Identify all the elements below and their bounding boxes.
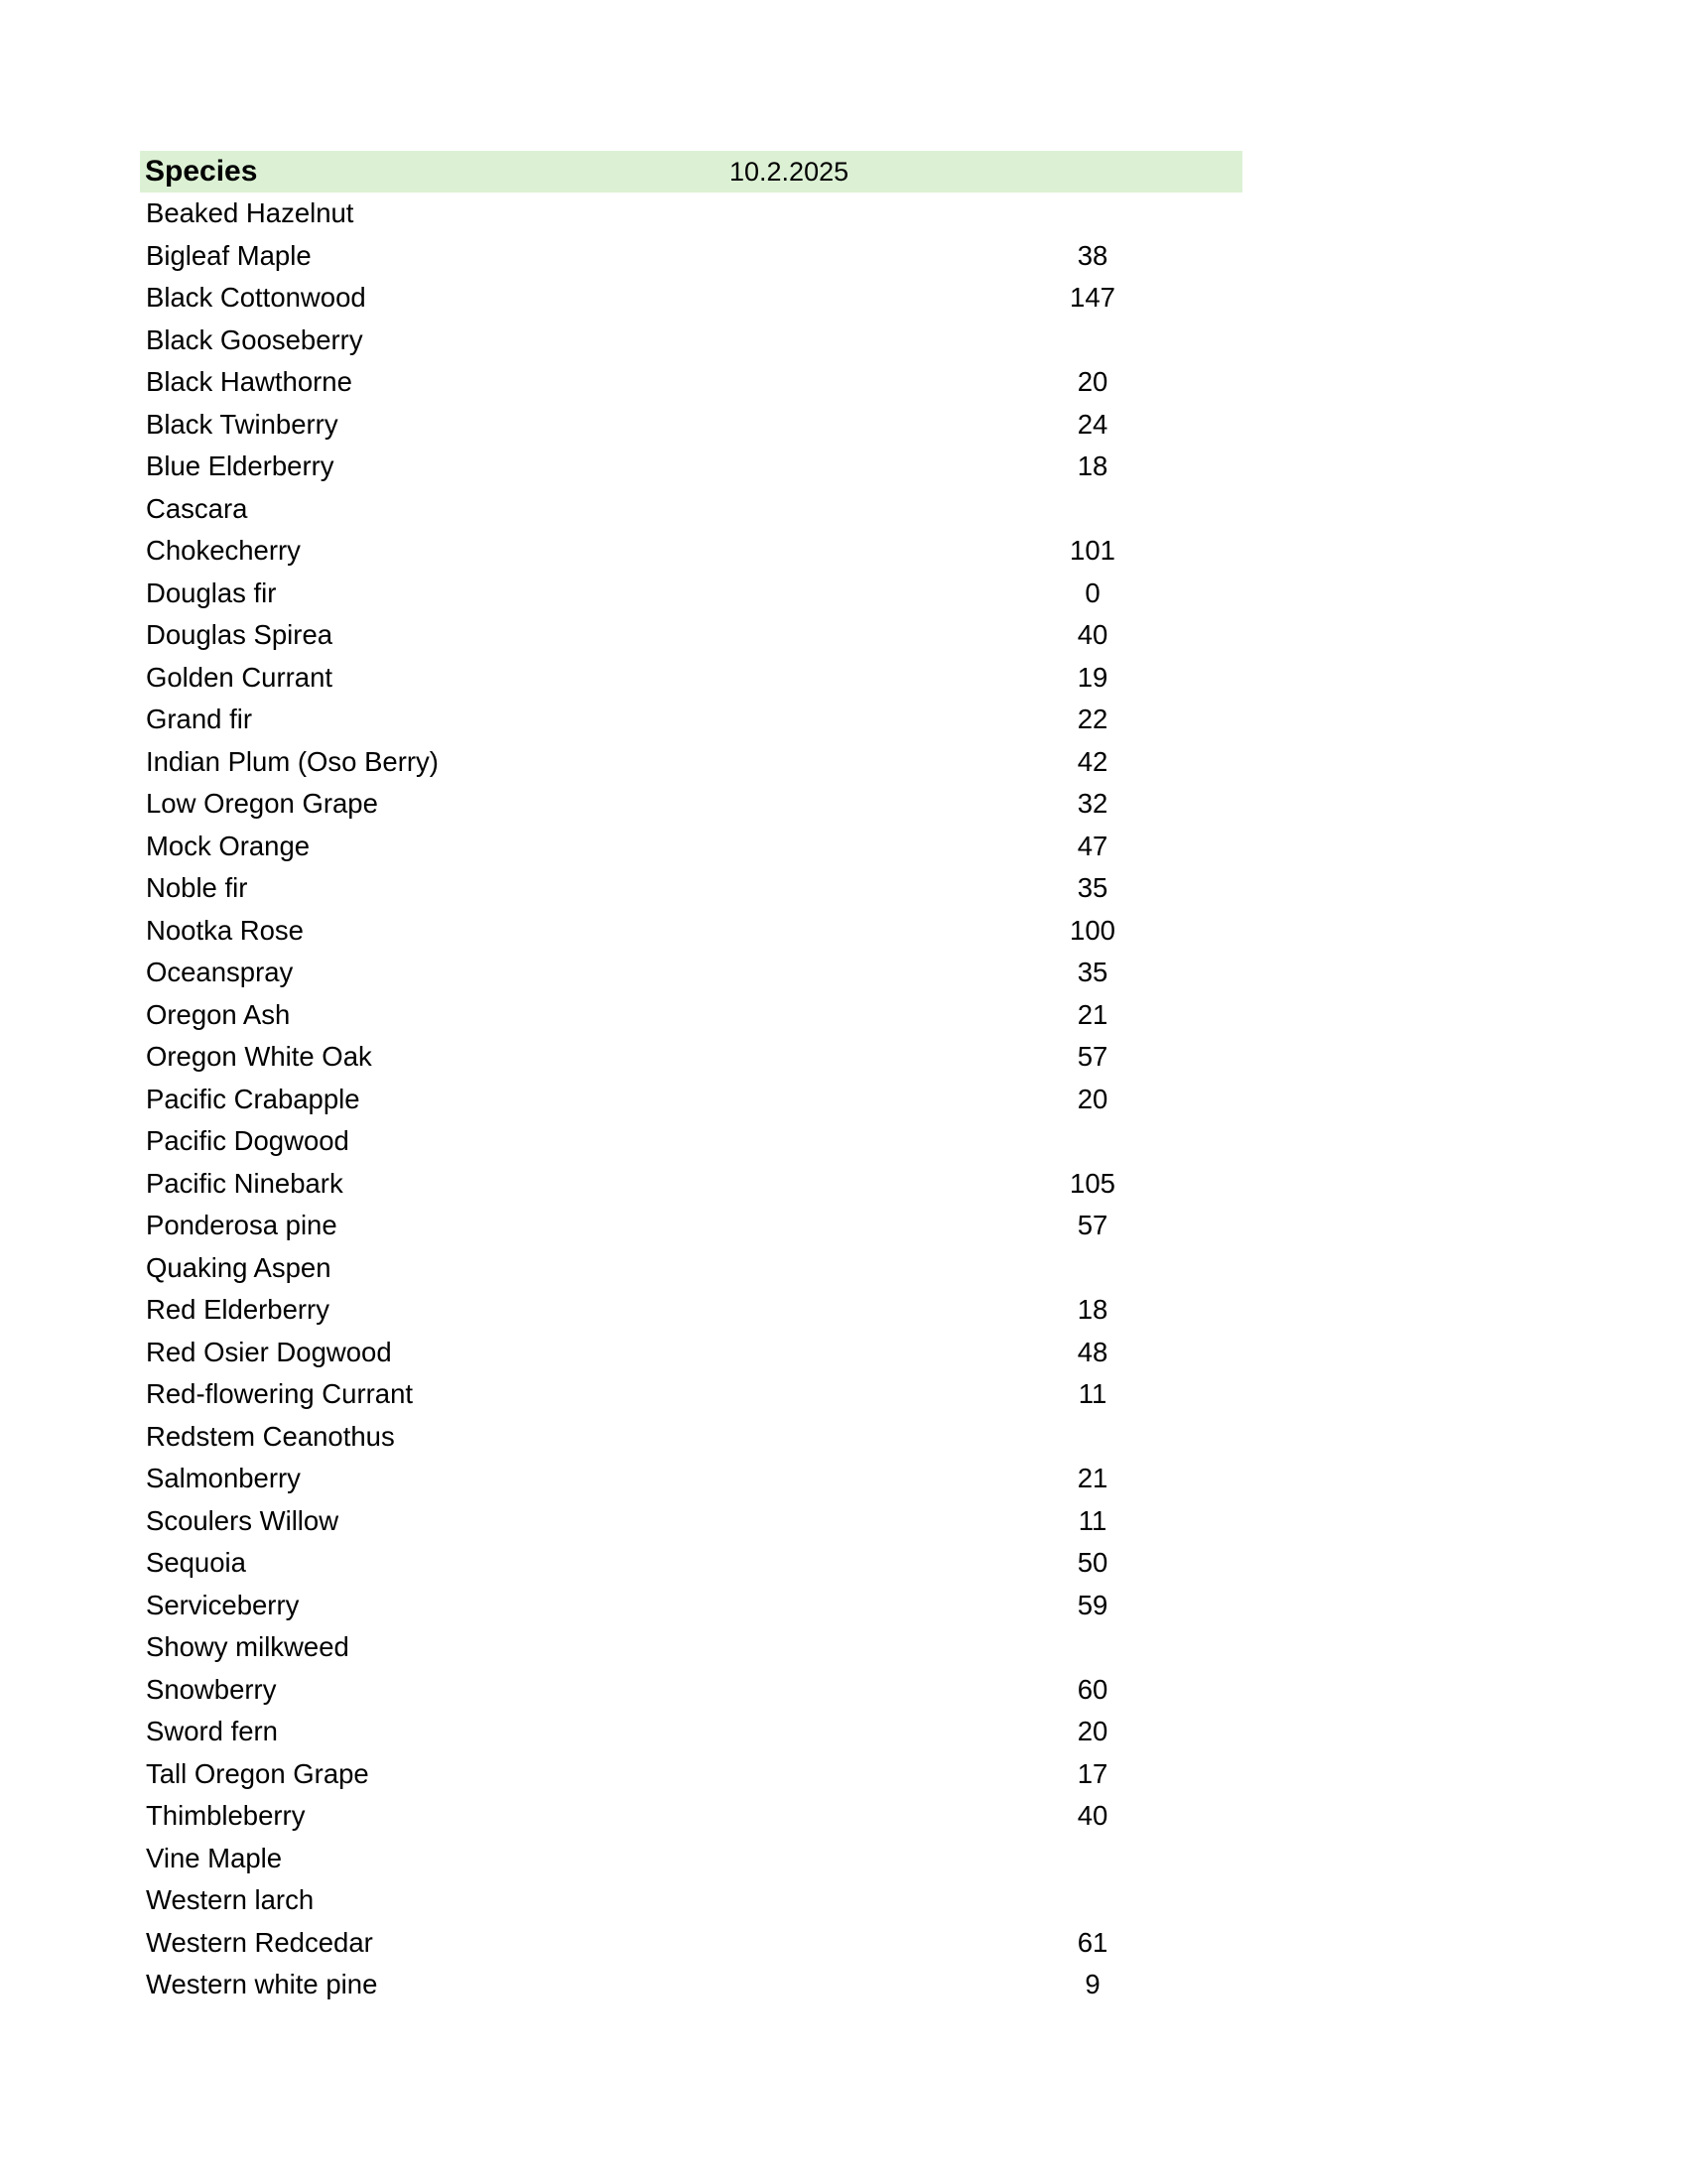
species-name: Noble fir [146, 872, 248, 903]
species-name: Red-flowering Currant [146, 1378, 413, 1409]
table-row [140, 1120, 1242, 1163]
species-name: Vine Maple [146, 1842, 283, 1873]
species-count: 19 [1077, 661, 1108, 693]
species-name: Black Twinberry [146, 408, 338, 440]
species-name: Pacific Crabapple [146, 1083, 360, 1114]
species-count: 32 [1077, 788, 1108, 819]
species-count: 17 [1077, 1757, 1108, 1789]
table-row [140, 1964, 1242, 2006]
species-name: Cascara [146, 492, 248, 524]
species-name: Douglas Spirea [146, 619, 333, 650]
table-row [140, 1838, 1242, 1880]
table-row [140, 1416, 1242, 1459]
table-row [140, 1500, 1242, 1543]
species-name: Pacific Dogwood [146, 1125, 349, 1156]
species-count: 20 [1077, 366, 1108, 397]
table-row [140, 1247, 1242, 1290]
species-name: Oregon White Oak [146, 1041, 372, 1072]
species-name: Oceanspray [146, 957, 294, 987]
table-row [140, 1036, 1242, 1079]
species-count: 35 [1077, 957, 1108, 987]
table-row [140, 826, 1242, 868]
species-name: Serviceberry [146, 1589, 300, 1620]
species-count: 105 [1070, 1167, 1115, 1199]
species-name: Sword fern [146, 1716, 278, 1746]
species-count: 0 [1085, 577, 1101, 608]
table-row [140, 235, 1242, 278]
species-count: 24 [1077, 408, 1108, 440]
species-count: 57 [1077, 1210, 1108, 1240]
species-name: Black Hawthorne [146, 366, 352, 397]
table-row [140, 404, 1242, 447]
table-row [140, 867, 1242, 910]
species-name: Nootka Rose [146, 914, 304, 946]
species-count: 22 [1077, 704, 1108, 734]
species-name: Scoulers Willow [146, 1504, 339, 1536]
species-table [140, 151, 1242, 2006]
species-name: Blue Elderberry [146, 450, 334, 481]
species-count: 59 [1077, 1589, 1108, 1620]
species-name: Quaking Aspen [146, 1251, 331, 1283]
species-name: Golden Currant [146, 661, 333, 693]
species-count: 42 [1077, 745, 1108, 777]
species-count: 20 [1077, 1083, 1108, 1114]
species-count: 18 [1077, 450, 1108, 481]
species-count: 100 [1070, 914, 1115, 946]
table-row [140, 446, 1242, 488]
species-name: Western white pine [146, 1969, 378, 1999]
species-name: Douglas fir [146, 577, 277, 608]
species-name: Black Gooseberry [146, 323, 363, 355]
table-row [140, 320, 1242, 362]
table-row [140, 1669, 1242, 1712]
species-name: Bigleaf Maple [146, 239, 312, 271]
table-row [140, 1879, 1242, 1922]
species-name: Low Oregon Grape [146, 788, 378, 819]
table-row [140, 657, 1242, 700]
species-count: 18 [1077, 1294, 1108, 1325]
table-row [140, 1163, 1242, 1206]
table-row [140, 193, 1242, 235]
species-name: Grand fir [146, 704, 252, 734]
table-row [140, 1542, 1242, 1585]
species-count: 40 [1077, 1800, 1108, 1831]
species-name: Indian Plum (Oso Berry) [146, 745, 439, 777]
species-count: 9 [1085, 1969, 1101, 1999]
species-count: 21 [1077, 1463, 1108, 1493]
species-name: Western Redcedar [146, 1926, 373, 1958]
species-count: 11 [1078, 1378, 1107, 1409]
table-row [140, 573, 1242, 615]
table-row [140, 994, 1242, 1037]
species-count: 57 [1077, 1041, 1108, 1072]
species-name: Sequoia [146, 1547, 246, 1578]
table-row [140, 277, 1242, 320]
species-list [140, 193, 1242, 2006]
species-name: Redstem Ceanothus [146, 1420, 395, 1452]
table-row [140, 530, 1242, 573]
species-name: Red Osier Dogwood [146, 1336, 392, 1367]
species-name: Pacific Ninebark [146, 1167, 343, 1199]
species-count: 147 [1070, 282, 1115, 313]
table-row [140, 614, 1242, 657]
table-row [140, 1585, 1242, 1627]
table-row [140, 1922, 1242, 1965]
table-row [140, 1332, 1242, 1374]
table-row [140, 361, 1242, 404]
species-count: 20 [1077, 1716, 1108, 1746]
species-name: Red Elderberry [146, 1294, 329, 1325]
table-row [140, 1373, 1242, 1416]
species-name: Western larch [146, 1884, 315, 1915]
species-name: Showy milkweed [146, 1631, 349, 1662]
species-count: 101 [1070, 535, 1115, 566]
table-row [140, 488, 1242, 531]
species-count: 11 [1078, 1504, 1107, 1536]
table-row [140, 1289, 1242, 1332]
species-name: Beaked Hazelnut [146, 197, 354, 228]
table-row [140, 910, 1242, 953]
species-name: Tall Oregon Grape [146, 1757, 369, 1789]
date-column-header: 10.2.2025 [729, 157, 849, 187]
species-count: 38 [1077, 239, 1108, 271]
species-count: 60 [1077, 1673, 1108, 1705]
table-row [140, 1795, 1242, 1838]
table-row [140, 1205, 1242, 1247]
table-header-row [140, 151, 1242, 193]
species-name: Chokecherry [146, 535, 301, 566]
species-count: 40 [1077, 619, 1108, 650]
species-name: Thimbleberry [146, 1800, 306, 1831]
table-row [140, 741, 1242, 784]
table-row [140, 699, 1242, 741]
table-row [140, 1079, 1242, 1121]
species-count: 48 [1077, 1336, 1108, 1367]
table-row [140, 1753, 1242, 1796]
species-count: 35 [1077, 872, 1108, 903]
table-row [140, 952, 1242, 994]
species-count: 61 [1077, 1926, 1108, 1958]
species-count: 50 [1077, 1547, 1108, 1578]
table-row [140, 1711, 1242, 1753]
species-name: Snowberry [146, 1673, 277, 1705]
species-count: 47 [1077, 830, 1108, 861]
species-count: 21 [1077, 998, 1108, 1030]
table-row [140, 783, 1242, 826]
table-row [140, 1626, 1242, 1669]
species-name: Mock Orange [146, 830, 311, 861]
species-name: Black Cottonwood [146, 282, 366, 313]
species-column-header: Species [145, 155, 258, 188]
table-row [140, 1458, 1242, 1500]
species-name: Ponderosa pine [146, 1210, 337, 1240]
species-name: Salmonberry [146, 1463, 301, 1493]
species-name: Oregon Ash [146, 998, 291, 1030]
